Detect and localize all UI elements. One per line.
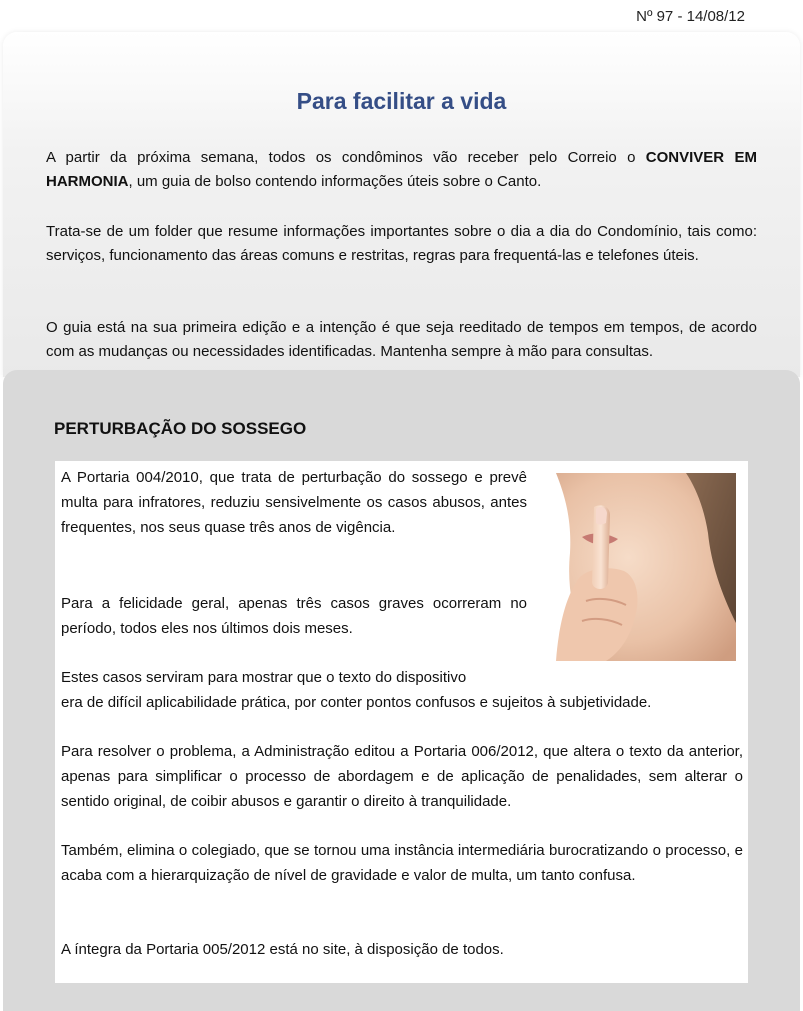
intro-paragraph-1 (46, 146, 757, 194)
article-text: era de difícil aplicabilidade prática, por conter pontos confusos e sujeitos à subjetividade. (61, 694, 652, 711)
article-text: Estes casos serviram para mostrar que o texto do dispositivo (61, 669, 467, 686)
intro-paragraph-3: O guia está na sua primeira edição e a intenção é que seja reeditado de tempos em tempos, de acordo com as mudanças ou necessidades identificadas. Mantenha sempre à mão para consultas. (46, 319, 757, 360)
article-paragraph-5: Também, elimina o colegiado, que se tornou uma instância intermediária burocratizando o processo, e acaba com a hierarquização de nível de gravidade e valor de multa, um tanto confusa. (61, 842, 743, 884)
article-paragraph-6: A íntegra da Portaria 005/2012 está no site, à disposição de todos. (61, 941, 504, 958)
article-paragraph-2: Para a felicidade geral, apenas três casos graves ocorreram no período, todos eles nos últimos dois meses. (61, 595, 527, 637)
section-title: PERTURBAÇÃO DO SOSSEGO (54, 419, 307, 438)
silence-gesture-illustration (536, 473, 736, 661)
intro-paragraph-2: Trata-se de um folder que resume informações importantes sobre o dia a dia do Condomínio, tais como: serviços, funcionamento das áreas comuns e restritas, regras para frequentá-las e telefones úteis. (46, 223, 757, 264)
article-box (55, 461, 748, 983)
intro-text: , um guia de bolso contendo informações úteis sobre o Canto. (128, 173, 542, 190)
issue-number-date: Nº 97 - 14/08/12 (636, 8, 745, 25)
silence-gesture-photo (536, 473, 736, 661)
guide-name: CONVIVER EM HARMONIA (46, 149, 757, 190)
page-title: Para facilitar a vida (296, 88, 507, 114)
article-paragraph-3 (61, 665, 743, 715)
article-paragraph-1: A Portaria 004/2010, que trata de perturbação do sossego e prevê multa para infratores, reduziu sensivelmente os casos abusos, antes frequentes, nos seus quase três anos de vigência. (61, 469, 527, 536)
intro-text: A partir da próxima semana, todos os condôminos vão receber pelo Correio o (46, 149, 646, 166)
article-paragraph-4: Para resolver o problema, a Administração editou a Portaria 006/2012, que altera o texto da anterior, apenas para simplificar o processo de abordagem e de aplicação de penalidades, sem alterar o sentido original, de coibir abusos e garantir o direito à tranquilidade. (61, 743, 743, 810)
